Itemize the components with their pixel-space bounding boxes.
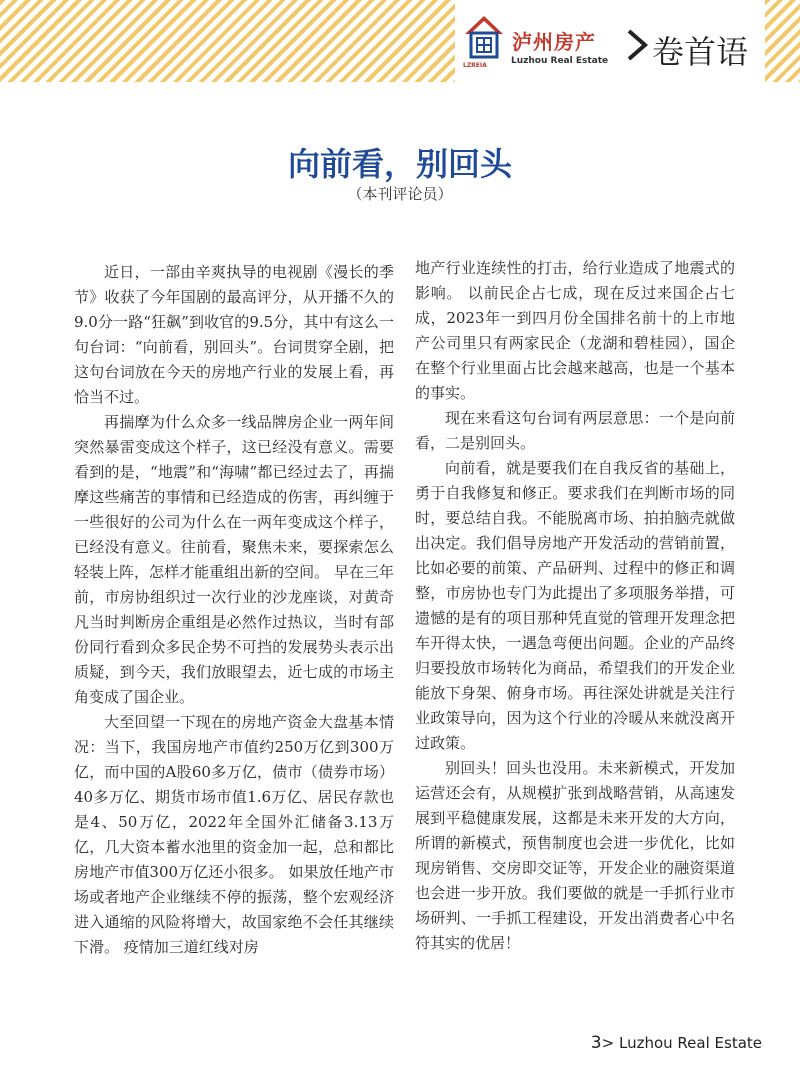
header-stripes-left — [0, 0, 455, 82]
paragraph: 再揣摩为什么众多一线品牌房企业一两年间突然暴雷变成这个样子，这已经没有意义。需要看到的是，“地震”和“海啸”都已经过去了，再揣摩这些痛苦的事情和已经造成的伤害，再纠缠于一些很好的公司为什么在一两年变成这个样子，已经没有意义。往前看，聚焦未来，要探索怎么轻装上阵，怎样才能重组出新的空间。 早在三年前，市房协组织过一次行业的沙龙座谈，对黄奇凡当时判断房企重组是必然作过热议，当时有部份同行看到众多民企势不可挡的发展势头表示出质疑，到今天，我们放眼望去，近七成的市场主角变成了国企业。 — [74, 413, 394, 706]
logo-text: LZREIA — [463, 62, 487, 69]
page-footer — [591, 1033, 762, 1053]
paragraph: 近日，一部由辛爽执导的电视剧《漫长的季节》收获了今年国剧的最高评分，从开播不久的9.0分一路“狂飙”到收官的9.5分，其中有这么一句台词：“向前看，别回头”。台词贯穿全剧，把这句台词放在今天的房地产行业的发展上看，再恰当不过。 — [74, 263, 394, 406]
article-column-left — [74, 260, 394, 960]
paragraph: 大至回望一下现在的房地产资金大盘基本情况：当下，我国房地产市值约250万亿到300万亿，而中国的A股60多万亿，债市（债券市场）40多万亿、期货市场市值1.6万亿、居民存款也是4、50万亿，2022年全国外汇储备3.13万亿，几大资本蓄水池里的资金加一起，总和都比房地产市值300万亿还小很多。 如果放任地产市场或者地产企业继续不停的振荡，整个宏观经济进入通缩的风险将增大，故国家绝不会任其继续下滑。 疫情加三道红线对房 — [74, 713, 394, 956]
paragraph: 向前看，就是要我们在自我反省的基础上，勇于自我修复和修正。要求我们在判断市场的同时，要总结自我。不能脱离市场、拍拍脑壳就做出决定。我们倡导房地产开发活动的营销前置，比如必要的前策、产品研判、过程中的修正和调整，市房协也专门为此提出了多项服务举措，可遗憾的是有的项目那种凭直觉的管理开发理念把车开得太快，一遇急弯便出问题。企业的产品终归要投放市场转化为商品，希望我们的开发企业能放下身架、俯身市场。再往深处讲就是关注行业政策导向，因为这个行业的冷暖从来就没离开过政策。 — [415, 459, 735, 752]
house-logo-icon — [464, 14, 504, 66]
footer-publication: Luzhou Real Estate — [618, 1034, 762, 1052]
article-title: 向前看，别回头 — [287, 145, 512, 183]
brand-name: 泸州房产 — [512, 30, 596, 54]
paragraph-continuation: 地产行业连续性的打击，给行业造成了地震式的影响。 以前民企占七成，现在反过来国企占七成，2023年一到四月份全国排名前十的上市地产公司里只有两家民企（龙湖和碧桂园），国企在整个行业里面占比会越来越高，也是一个基本的事实。 — [415, 259, 735, 402]
paragraph: 别回头！回头也没用。未来新模式，开发加运营还会有，从规模扩张到战略营销，从高速发展到平稳健康发展，这都是未来开发的大方向，所谓的新模式，预售制度也会进一步优化，比如现房销售、交房即交证等，开发企业的融资渠道也会进一步开放。我们要做的就是一手抓行业市场研判、一手抓工程建设，开发出消费者心中名符其实的优居！ — [415, 759, 735, 952]
section-title: 卷首语 — [652, 33, 749, 71]
footer-arrow: > — [601, 1034, 615, 1052]
paragraph: 现在来看这句台词有两层意思：一个是向前看，二是别回头。 — [415, 409, 735, 452]
header-stripes-right — [765, 0, 800, 82]
article-column-right — [415, 256, 735, 956]
chevron-right-icon — [625, 28, 651, 62]
article-byline: （本刊评论员） — [347, 185, 453, 203]
brand-english: Luzhou Real Estate — [511, 56, 609, 66]
page-number: 3 — [590, 1033, 602, 1053]
